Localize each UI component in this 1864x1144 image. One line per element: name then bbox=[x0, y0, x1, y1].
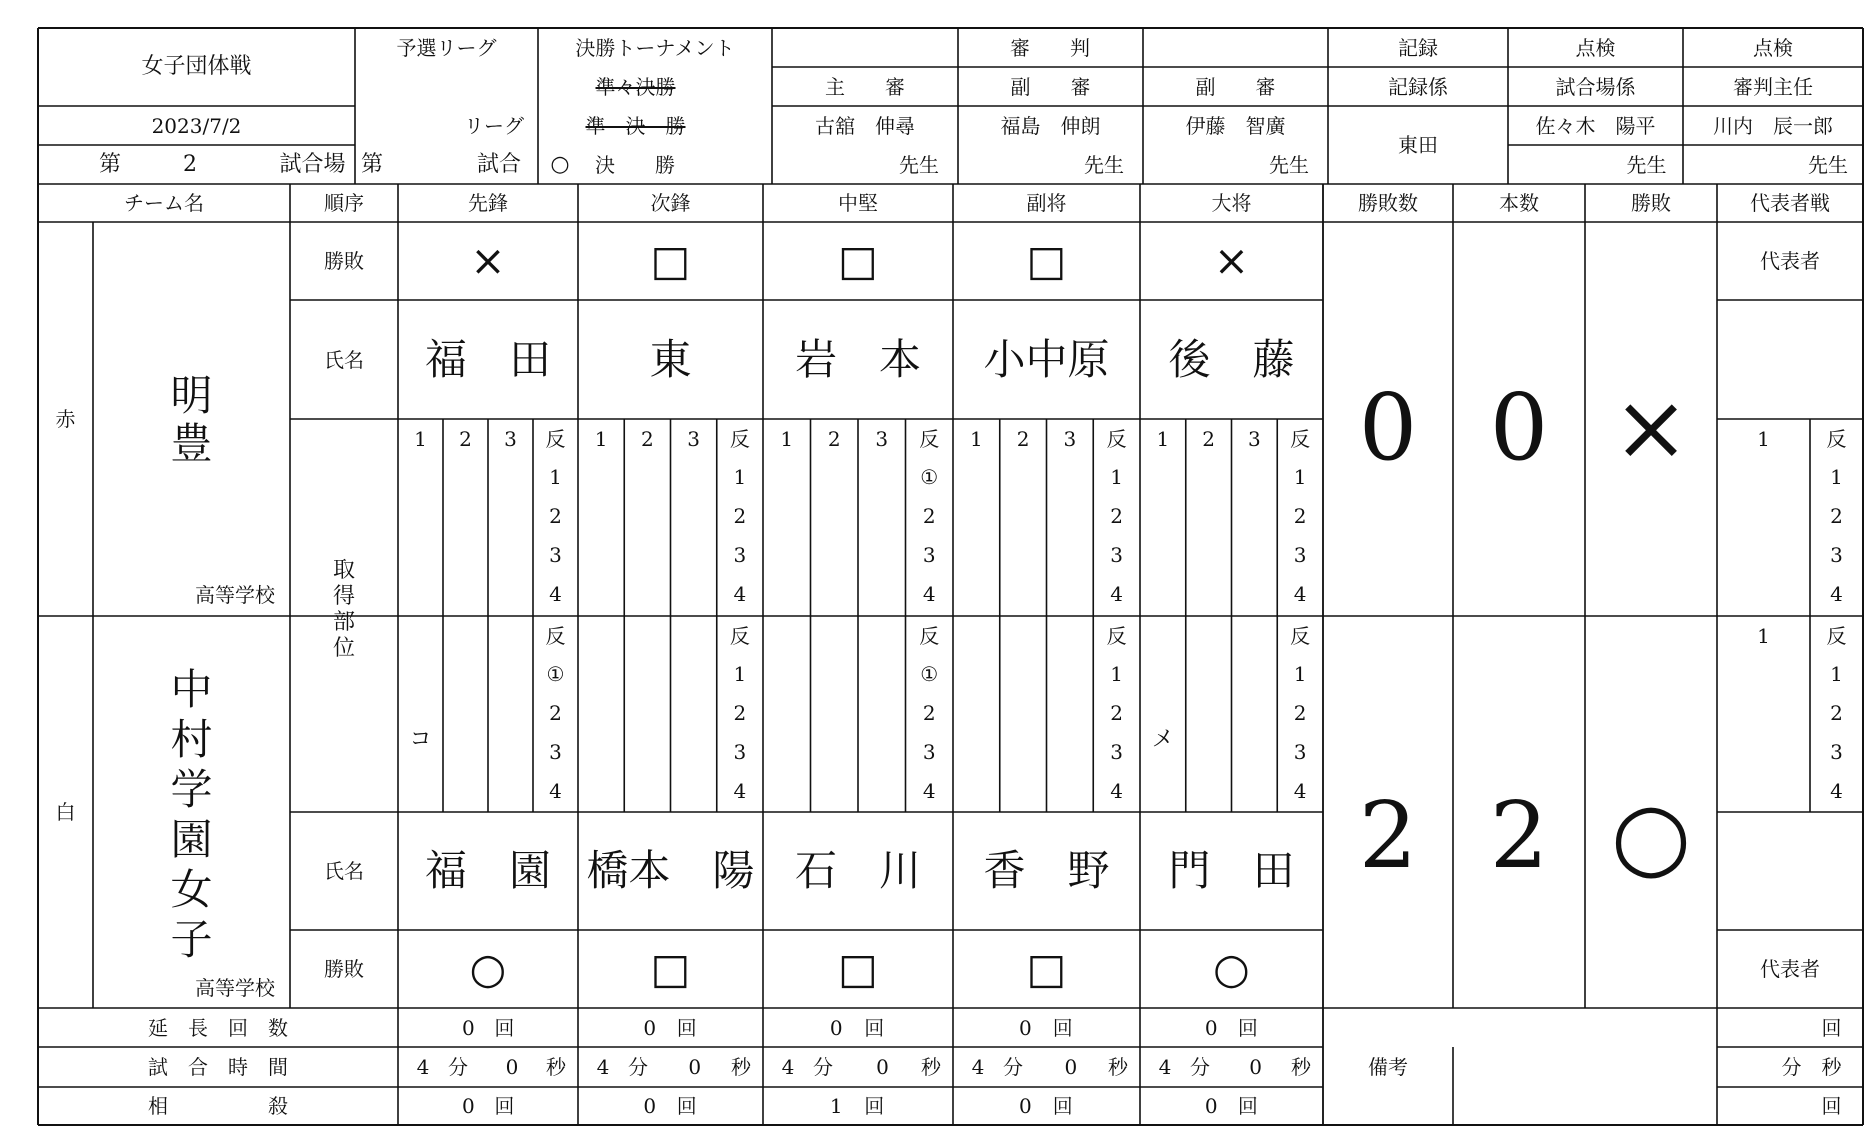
red-foul-count: 2 bbox=[549, 504, 562, 528]
red-result-label: 勝敗 bbox=[324, 249, 364, 273]
white-points: 2 bbox=[1489, 782, 1549, 889]
white-foul-count: 2 bbox=[922, 701, 936, 725]
time-fun: 分 bbox=[1190, 1055, 1210, 1079]
col-points: 本数 bbox=[1499, 191, 1539, 215]
red-score-header: 1 bbox=[970, 427, 983, 451]
white-rep-foul-header: 反 bbox=[1826, 624, 1847, 648]
red-foul-count: 4 bbox=[1110, 582, 1123, 606]
red-score-header: 反 bbox=[919, 427, 940, 451]
school-char: 中 bbox=[170, 665, 213, 714]
time-byo: 秒 bbox=[1108, 1055, 1128, 1079]
red-foul-count: 4 bbox=[549, 582, 562, 606]
col-order: 順序 bbox=[324, 191, 364, 215]
red-score-header: 3 bbox=[875, 427, 889, 451]
white-foul-count: 3 bbox=[1293, 740, 1307, 764]
record-role: 記録係 bbox=[1388, 74, 1448, 99]
time-sec: 0 bbox=[688, 1055, 702, 1079]
court-number: 2 bbox=[183, 151, 197, 177]
time-fun: 分 bbox=[448, 1055, 468, 1079]
time-byo: 秒 bbox=[1291, 1055, 1311, 1079]
time-min: 4 bbox=[971, 1055, 985, 1079]
red-school-name bbox=[93, 360, 290, 480]
school-char: 村 bbox=[170, 715, 213, 764]
red-foul-count: 3 bbox=[733, 543, 747, 567]
white-player-name: 福 園 bbox=[424, 846, 551, 895]
red-score-header: 反 bbox=[729, 427, 750, 451]
col-position: 副将 bbox=[1026, 191, 1067, 215]
red-foul-count: 4 bbox=[1293, 582, 1307, 606]
red-rep-count: 1 bbox=[1757, 427, 1770, 451]
check1-sensei: 先生 bbox=[1626, 152, 1667, 177]
school-char: 園 bbox=[170, 815, 213, 864]
red-player-name: 後 藤 bbox=[1168, 334, 1295, 384]
extension-kai: 回 bbox=[1237, 1015, 1258, 1040]
red-rep-foul: 4 bbox=[1830, 582, 1843, 606]
time-label: 試 合 時 間 bbox=[148, 1055, 288, 1079]
time-sec: 0 bbox=[505, 1055, 519, 1079]
white-foul-header: 反 bbox=[1106, 624, 1127, 648]
rep-time: 分 秒 bbox=[1781, 1055, 1842, 1079]
red-player-name: 東 bbox=[649, 334, 692, 384]
white-player-name: 石 川 bbox=[794, 846, 921, 895]
white-foul-count: 1 bbox=[733, 662, 747, 686]
red-bout-result: × bbox=[1213, 236, 1250, 285]
col-team: チーム名 bbox=[124, 191, 204, 215]
round-sf: 準 決 勝 bbox=[585, 113, 686, 138]
time-byo: 秒 bbox=[731, 1055, 751, 1079]
red-player-name: 福 田 bbox=[424, 334, 551, 384]
aiuchi-kai: 回 bbox=[494, 1094, 515, 1118]
time-fun: 分 bbox=[1003, 1055, 1023, 1079]
check1-name: 佐々木 陽平 bbox=[1535, 113, 1656, 138]
white-bout-result: □ bbox=[838, 944, 878, 993]
chief-name: 古舘 伸尋 bbox=[815, 113, 915, 138]
red-score-header: 3 bbox=[1063, 427, 1077, 451]
white-foul-count: 4 bbox=[922, 779, 936, 803]
white-foul-count: 4 bbox=[1293, 779, 1307, 803]
white-foul-header: 反 bbox=[1290, 624, 1311, 648]
red-score-header: 反 bbox=[545, 427, 566, 451]
check2-title: 点検 bbox=[1753, 35, 1793, 60]
white-bout-result: ○ bbox=[1213, 944, 1250, 993]
white-player-name: 橋本 陽 bbox=[586, 846, 755, 895]
extension-kai: 回 bbox=[494, 1015, 515, 1040]
white-rep-foul: 3 bbox=[1830, 740, 1843, 764]
sub1-label: 副 審 bbox=[1010, 74, 1091, 99]
aiuchi-kai: 回 bbox=[1237, 1094, 1258, 1118]
red-score-header: 3 bbox=[1248, 427, 1261, 451]
red-name-label: 氏名 bbox=[324, 347, 364, 372]
league-label: リーグ bbox=[464, 113, 524, 138]
aiuchi-label: 相 殺 bbox=[148, 1094, 288, 1118]
red-rep-foul: 1 bbox=[1830, 465, 1843, 489]
white-foul-count: 2 bbox=[549, 701, 562, 725]
extension-label: 延 長 回 数 bbox=[148, 1015, 288, 1040]
white-team-result: ○ bbox=[1610, 782, 1692, 889]
white-foul-count: 1 bbox=[1293, 662, 1307, 686]
col-position: 次鋒 bbox=[650, 191, 691, 215]
col-position: 中堅 bbox=[838, 191, 878, 215]
white-foul-count: ① bbox=[546, 662, 565, 686]
record-name: 東田 bbox=[1398, 133, 1438, 157]
white-bout-result: ○ bbox=[469, 944, 507, 993]
white-name-label: 氏名 bbox=[324, 859, 364, 883]
aiuchi-count: 0 bbox=[462, 1094, 475, 1118]
white-result-label: 勝敗 bbox=[324, 957, 364, 981]
red-rep-foul: 2 bbox=[1830, 504, 1843, 528]
time-byo: 秒 bbox=[546, 1055, 566, 1079]
white-bout-result: □ bbox=[1026, 944, 1067, 993]
white-foul-count: 1 bbox=[1110, 662, 1123, 686]
aiuchi-kai: 回 bbox=[676, 1094, 697, 1118]
red-foul-count: 2 bbox=[1110, 504, 1123, 528]
white-wins: 2 bbox=[1358, 782, 1418, 889]
red-score-header: 1 bbox=[1156, 427, 1170, 451]
col-position: 大将 bbox=[1211, 191, 1252, 215]
red-foul-count: 3 bbox=[1293, 543, 1307, 567]
sub1-sensei: 先生 bbox=[1084, 152, 1124, 177]
red-foul-count: 2 bbox=[1293, 504, 1307, 528]
white-foul-count: 4 bbox=[549, 779, 562, 803]
extension-count: 0 bbox=[643, 1015, 657, 1040]
red-score-header: 1 bbox=[594, 427, 608, 451]
aiuchi-count: 0 bbox=[1204, 1094, 1218, 1118]
match-prefix: 第 bbox=[360, 151, 383, 177]
school-char: 学 bbox=[170, 765, 213, 814]
extension-count: 0 bbox=[462, 1015, 475, 1040]
col-result: 勝敗 bbox=[1631, 191, 1671, 215]
match-date: 2023/7/2 bbox=[151, 113, 242, 138]
chief-sensei: 先生 bbox=[899, 152, 939, 177]
white-foul-count: 4 bbox=[1110, 779, 1123, 803]
aiuchi-kai: 回 bbox=[1052, 1094, 1073, 1118]
white-rep-foul: 4 bbox=[1830, 779, 1843, 803]
red-score-header: 反 bbox=[1290, 427, 1311, 451]
red-foul-count: 1 bbox=[549, 465, 562, 489]
red-foul-count: 3 bbox=[1110, 543, 1123, 567]
red-foul-count: 2 bbox=[922, 504, 936, 528]
white-foul-count: 3 bbox=[922, 740, 936, 764]
check1-title: 点検 bbox=[1575, 35, 1616, 60]
referee-title: 審 判 bbox=[1010, 35, 1090, 60]
time-sec: 0 bbox=[1064, 1055, 1078, 1079]
extension-count: 0 bbox=[1204, 1015, 1218, 1040]
red-score-header: 2 bbox=[459, 427, 472, 451]
white-player-name: 香 野 bbox=[983, 846, 1110, 895]
white-foul-header: 反 bbox=[729, 624, 750, 648]
red-points: 0 bbox=[1489, 374, 1549, 481]
red-side-label: 赤 bbox=[55, 407, 76, 431]
time-min: 4 bbox=[596, 1055, 610, 1079]
red-team-result: × bbox=[1612, 374, 1690, 481]
school-char: 子 bbox=[170, 915, 213, 964]
col-wins: 勝敗数 bbox=[1358, 191, 1418, 215]
tournament-title: 決勝トーナメント bbox=[575, 35, 735, 60]
red-score-header: 2 bbox=[827, 427, 841, 451]
red-rep-foul-header: 反 bbox=[1826, 427, 1847, 451]
red-score-header: 3 bbox=[687, 427, 700, 451]
red-bout-result: × bbox=[470, 236, 506, 285]
white-side-label: 白 bbox=[55, 800, 76, 824]
white-foul-count: 2 bbox=[1293, 701, 1307, 725]
white-school-suffix: 高等学校 bbox=[195, 976, 275, 1000]
time-byo: 秒 bbox=[921, 1055, 941, 1079]
extension-count: 0 bbox=[829, 1015, 843, 1040]
sub2-name: 伊藤 智廣 bbox=[1185, 113, 1286, 138]
aiuchi-count: 1 bbox=[829, 1094, 843, 1118]
red-player-name: 小中原 bbox=[983, 334, 1110, 384]
record-title: 記録 bbox=[1398, 35, 1438, 60]
red-score-header: 1 bbox=[780, 427, 794, 451]
time-min: 4 bbox=[1158, 1055, 1172, 1079]
extension-kai: 回 bbox=[1052, 1015, 1073, 1040]
score-label-char: 得 bbox=[332, 584, 355, 609]
red-school-suffix: 高等学校 bbox=[195, 583, 275, 607]
white-foul-header: 反 bbox=[919, 624, 940, 648]
red-rep-foul: 3 bbox=[1830, 543, 1843, 567]
event-title: 女子団体戦 bbox=[141, 54, 252, 79]
red-score-header: 2 bbox=[641, 427, 654, 451]
match-suffix: 試合 bbox=[476, 151, 521, 177]
white-player-name: 門 田 bbox=[1168, 846, 1295, 895]
red-foul-count: ① bbox=[920, 465, 939, 489]
white-waza-mark: コ bbox=[409, 727, 432, 752]
score-label-char: 取 bbox=[332, 558, 355, 583]
score-area-label bbox=[290, 550, 398, 670]
red-bout-result: □ bbox=[838, 236, 878, 285]
white-rep-foul: 1 bbox=[1830, 662, 1843, 686]
red-score-header: 3 bbox=[504, 427, 517, 451]
red-rep-label: 代表者 bbox=[1760, 249, 1820, 273]
rep-extension: 回 bbox=[1821, 1015, 1842, 1040]
check1-role: 試合場係 bbox=[1555, 74, 1636, 99]
white-rep-label: 代表者 bbox=[1760, 957, 1820, 981]
white-foul-count: 2 bbox=[733, 701, 747, 725]
sub1-name: 福島 伸朗 bbox=[1000, 113, 1101, 138]
white-rep-count: 1 bbox=[1757, 624, 1770, 648]
score-label-char: 位 bbox=[332, 636, 355, 661]
white-waza-mark: メ bbox=[1151, 727, 1174, 752]
remarks-label: 備考 bbox=[1368, 1054, 1408, 1079]
white-school-name bbox=[93, 655, 290, 975]
red-foul-count: 1 bbox=[1293, 465, 1307, 489]
score-label-char: 部 bbox=[332, 610, 355, 635]
col-position: 先鋒 bbox=[468, 191, 508, 215]
check2-sensei: 先生 bbox=[1808, 152, 1848, 177]
white-bout-result: □ bbox=[650, 944, 691, 993]
red-foul-count: 3 bbox=[549, 543, 562, 567]
red-foul-count: 1 bbox=[1110, 465, 1123, 489]
court-prefix: 第 bbox=[98, 151, 121, 177]
check2-role: 審判主任 bbox=[1733, 74, 1813, 99]
white-foul-count: 3 bbox=[1110, 740, 1123, 764]
white-rep-foul: 2 bbox=[1830, 701, 1843, 725]
time-sec: 0 bbox=[1249, 1055, 1262, 1079]
col-rep: 代表者戦 bbox=[1750, 191, 1830, 215]
white-foul-count: 3 bbox=[733, 740, 747, 764]
red-foul-count: 1 bbox=[733, 465, 747, 489]
red-foul-count: 4 bbox=[733, 582, 747, 606]
school-char: 女 bbox=[170, 865, 213, 914]
red-score-header: 2 bbox=[1016, 427, 1030, 451]
aiuchi-count: 0 bbox=[643, 1094, 657, 1118]
white-foul-header: 反 bbox=[545, 624, 566, 648]
sub2-sensei: 先生 bbox=[1269, 152, 1309, 177]
time-fun: 分 bbox=[813, 1055, 833, 1079]
aiuchi-kai: 回 bbox=[864, 1094, 885, 1118]
red-bout-result: □ bbox=[650, 236, 691, 285]
check2-name: 川内 辰一郎 bbox=[1713, 113, 1833, 138]
red-foul-count: 3 bbox=[922, 543, 936, 567]
aiuchi-count: 0 bbox=[1018, 1094, 1032, 1118]
time-min: 4 bbox=[416, 1055, 430, 1079]
red-score-header: 2 bbox=[1202, 427, 1215, 451]
school-char: 明 bbox=[170, 371, 213, 420]
white-foul-count: 2 bbox=[1110, 701, 1123, 725]
red-score-header: 反 bbox=[1106, 427, 1127, 451]
time-fun: 分 bbox=[628, 1055, 648, 1079]
chief-label: 主 審 bbox=[825, 74, 905, 99]
red-foul-count: 2 bbox=[733, 504, 747, 528]
red-player-name: 岩 本 bbox=[794, 334, 921, 384]
red-wins: 0 bbox=[1358, 374, 1418, 481]
red-foul-count: 4 bbox=[922, 582, 936, 606]
white-foul-count: ① bbox=[920, 662, 939, 686]
round-final: 決 勝 bbox=[595, 152, 675, 177]
red-score-header: 1 bbox=[414, 427, 427, 451]
round-qf: 準々決勝 bbox=[595, 74, 676, 99]
extension-kai: 回 bbox=[676, 1015, 697, 1040]
rep-aiuchi: 回 bbox=[1821, 1094, 1842, 1118]
sub2-label: 副 審 bbox=[1195, 74, 1276, 99]
white-foul-count: 3 bbox=[549, 740, 562, 764]
prelim-title: 予選リーグ bbox=[396, 35, 497, 60]
extension-count: 0 bbox=[1018, 1015, 1032, 1040]
school-char: 豊 bbox=[170, 419, 213, 468]
red-bout-result: □ bbox=[1026, 236, 1067, 285]
court-suffix: 試合場 bbox=[279, 151, 346, 177]
white-foul-count: 4 bbox=[733, 779, 747, 803]
time-sec: 0 bbox=[876, 1055, 889, 1079]
time-min: 4 bbox=[781, 1055, 795, 1079]
extension-kai: 回 bbox=[864, 1015, 885, 1040]
round-final-mark: ○ bbox=[550, 151, 570, 177]
